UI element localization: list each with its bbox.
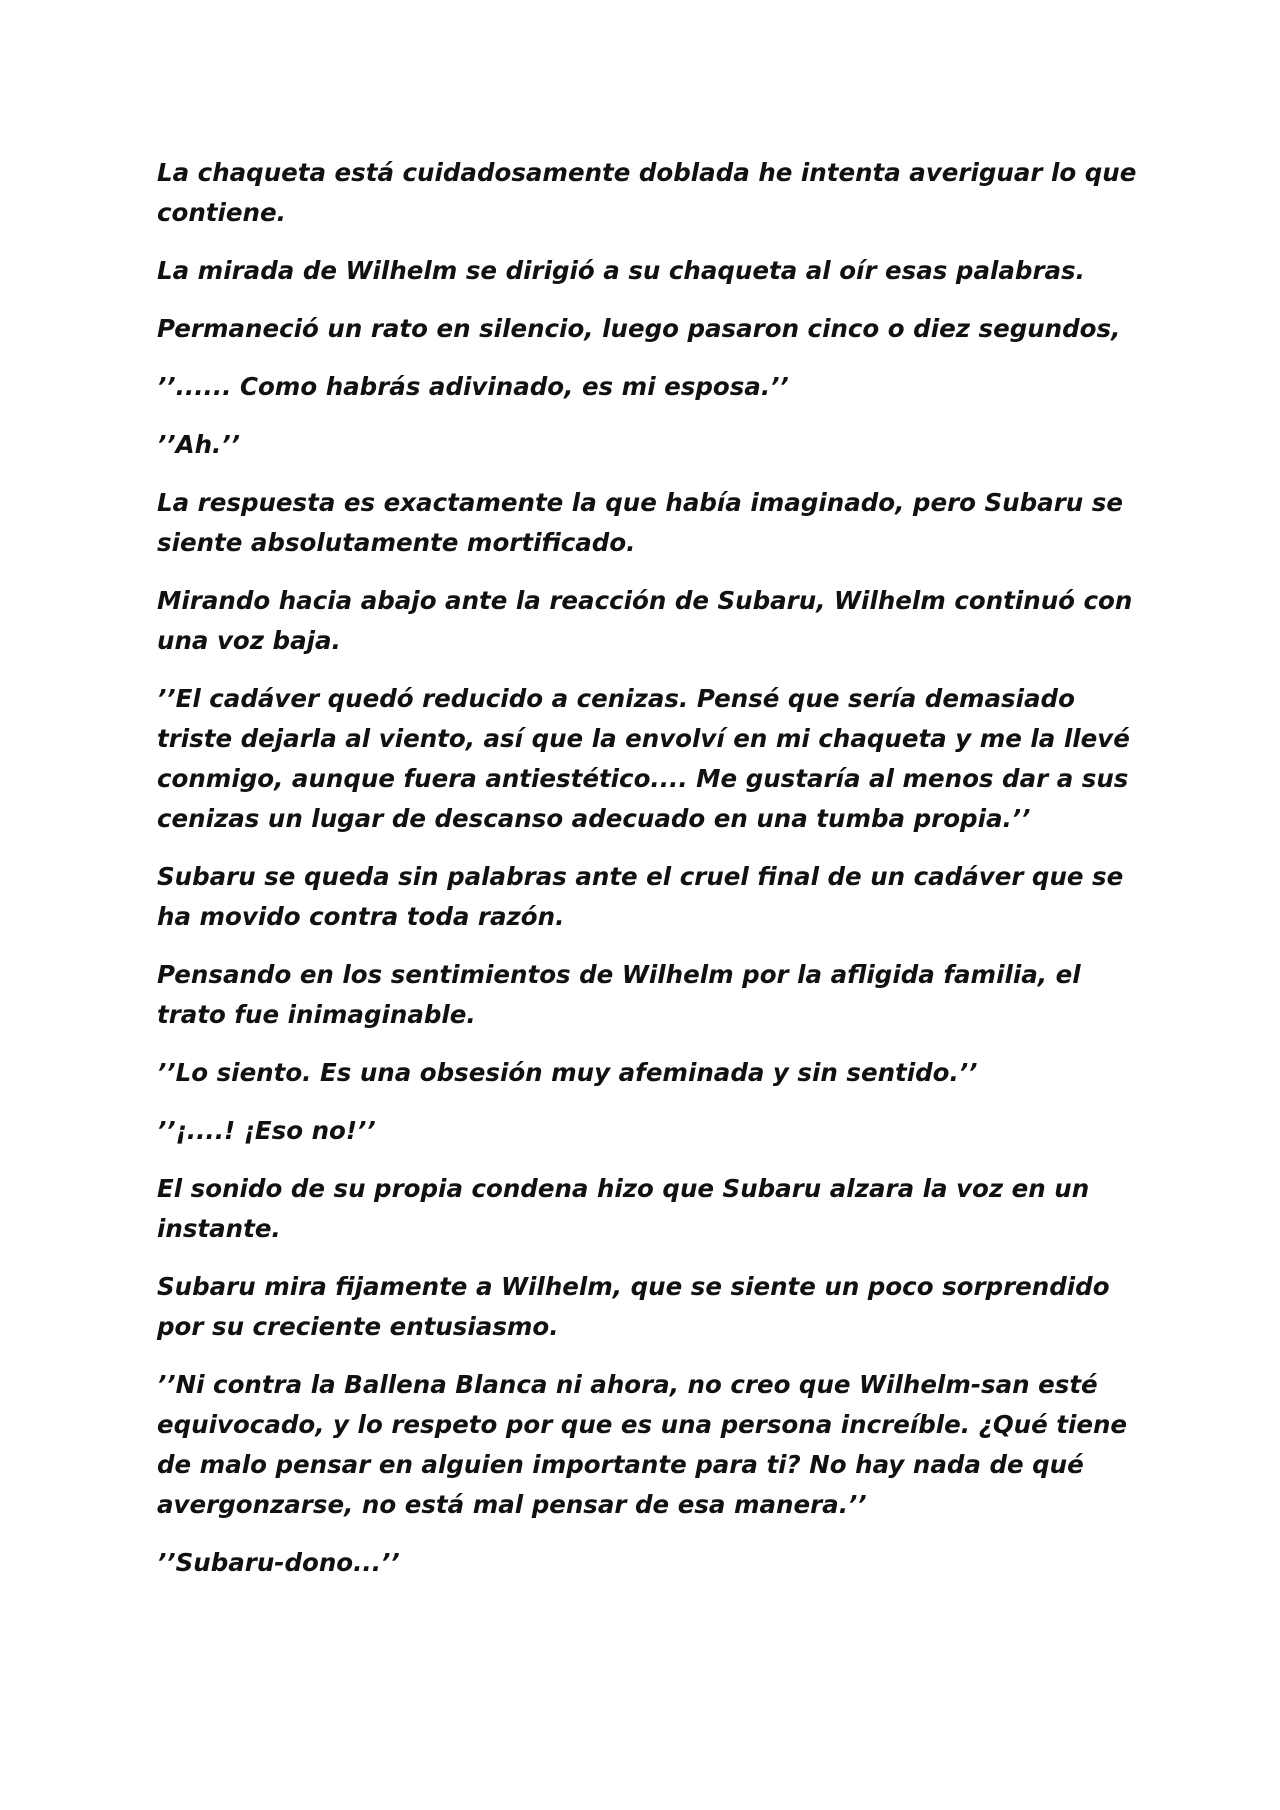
paragraph: ’’...... Como habrás adivinado, es mi esposa.’’ — [157, 372, 789, 401]
paragraph: El sonido de su propia condena hizo que Subaru alzara la voz en un instante. — [157, 1174, 1090, 1243]
paragraph: La chaqueta está cuidadosamente doblada he intenta averiguar lo que contiene. — [157, 158, 1137, 227]
paragraph: Subaru mira fijamente a Wilhelm, que se siente un poco sorprendido por su creciente entusiasmo. — [157, 1272, 1110, 1341]
paragraph: Subaru se queda sin palabras ante el cruel final de un cadáver que se ha movido contra toda razón. — [157, 862, 1124, 931]
paragraph: Permaneció un rato en silencio, luego pasaron cinco o diez segundos, — [157, 314, 1121, 343]
paragraph: ’’Ni contra la Ballena Blanca ni ahora, no creo que Wilhelm-san esté equivocado, y lo respeto por que es una persona increíble. ¿Qué tiene de malo pensar en alguien importante para ti? No hay nada de qué avergonzarse, no está mal pensar de esa manera.’’ — [157, 1370, 1128, 1519]
paragraph: ’’El cadáver quedó reducido a cenizas. Pensé que sería demasiado triste dejarla al viento, así que la envolví en mi chaqueta y me la llevé conmigo, aunque fuera antiestético.... Me gustaría al menos dar a sus cenizas un lugar de descanso adecuado en una tumba propia.’’ — [157, 684, 1130, 833]
text-body — [157, 153, 1147, 1601]
paragraph: ’’Lo siento. Es una obsesión muy afeminada y sin sentido.’’ — [157, 1058, 978, 1087]
paragraph: La mirada de Wilhelm se dirigió a su chaqueta al oír esas palabras. — [157, 256, 1085, 285]
paragraph: ’’Subaru-dono...’’ — [157, 1548, 400, 1577]
paragraph: La respuesta es exactamente la que había imaginado, pero Subaru se siente absolutamente mortificado. — [157, 488, 1123, 557]
paragraph: ’’¡....! ¡Eso no!’’ — [157, 1116, 376, 1145]
paragraph: ’’Ah.’’ — [157, 430, 240, 459]
paragraph: Pensando en los sentimientos de Wilhelm por la afligida familia, el trato fue inimaginable. — [157, 960, 1081, 1029]
paragraph: Mirando hacia abajo ante la reacción de Subaru, Wilhelm continuó con una voz baja. — [157, 586, 1133, 655]
